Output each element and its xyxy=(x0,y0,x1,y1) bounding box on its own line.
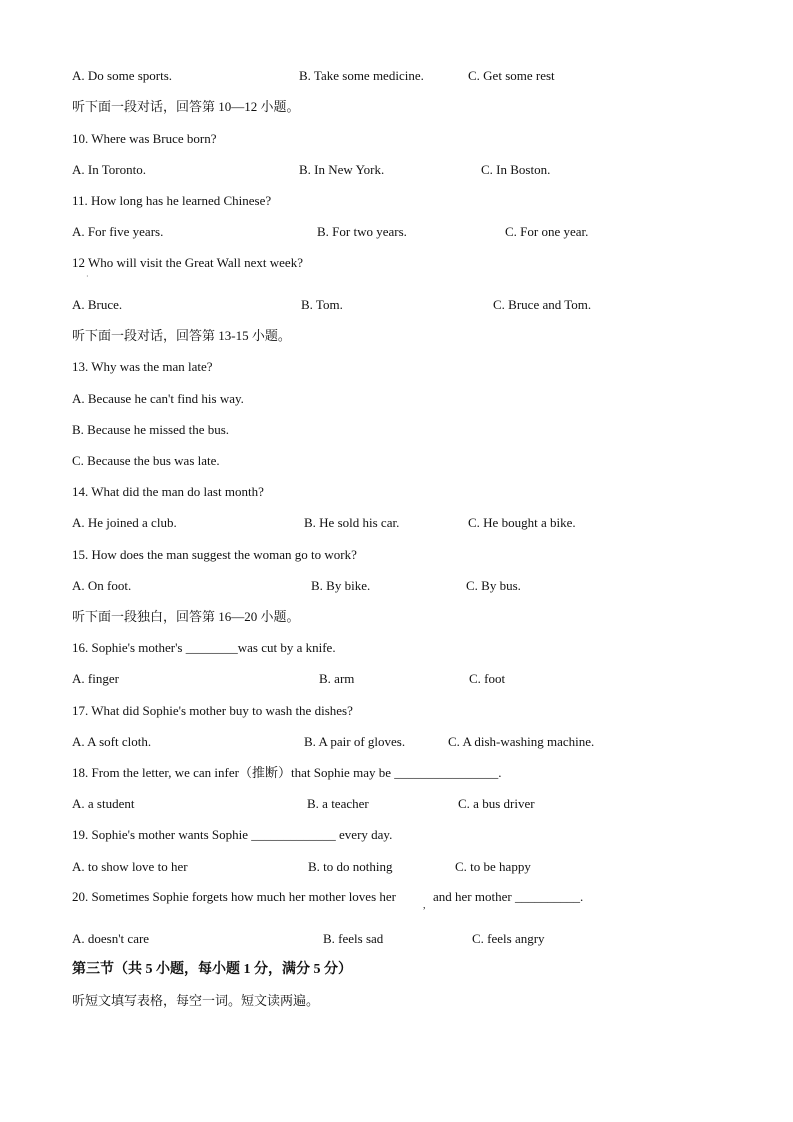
q12-option-b: B. Tom. xyxy=(301,297,343,312)
q11-option-c: C. For one year. xyxy=(505,224,589,239)
q20-option-b: B. feels sad xyxy=(323,931,384,946)
q9-option-a: A. Do some sports. xyxy=(72,68,173,83)
q11-option-b: B. For two years. xyxy=(317,224,407,239)
q18-option-a: A. a student xyxy=(72,796,135,811)
q11-option-a: A. For five years. xyxy=(72,224,164,239)
q14-option-c: C. He bought a bike. xyxy=(468,515,576,530)
section-3-instructions: 听短文填写表格，每空一词。短文读两遍。 xyxy=(72,993,320,1008)
question-20-part1: 20. Sometimes Sophie forgets how much her mother loves her xyxy=(72,889,396,904)
q17-option-a: A. A soft cloth. xyxy=(72,734,152,749)
question-19: 19. Sophie's mother wants Sophie _____________ every day. xyxy=(72,827,393,842)
q9-option-b: B. Take some medicine. xyxy=(299,68,424,83)
q9-option-c: C. Get some rest xyxy=(468,68,555,83)
q14-option-b: B. He sold his car. xyxy=(304,515,400,530)
q10-option-a: A. In Toronto. xyxy=(72,162,146,177)
q18-option-b: B. a teacher xyxy=(307,796,369,811)
q13-option-b: B. Because he missed the bus. xyxy=(72,422,230,437)
q15-option-c: C. By bus. xyxy=(466,578,521,593)
q13-option-a: A. Because he can't find his way. xyxy=(72,391,244,406)
question-13: 13. Why was the man late? xyxy=(72,359,213,374)
q13-option-c: C. Because the bus was late. xyxy=(72,453,220,468)
q18-option-c: C. a bus driver xyxy=(458,796,535,811)
section-3-title: 第三节（共 5 小题，每小题 1 分，满分 5 分） xyxy=(72,962,352,977)
q19-option-b: B. to do nothing xyxy=(308,859,393,874)
q14-option-a: A. He joined a club. xyxy=(72,515,177,530)
q20-option-a: A. doesn't care xyxy=(72,931,150,946)
q20-option-c: C. feels angry xyxy=(472,931,545,946)
intro-10-12: 听下面一段对话，回答第 10—12 小题。 xyxy=(72,99,300,114)
q19-option-c: C. to be happy xyxy=(455,859,531,874)
stray-mark: · xyxy=(86,272,89,281)
question-17: 17. What did Sophie's mother buy to wash the dishes? xyxy=(72,703,353,718)
question-12: 12 Who will visit the Great Wall next week? xyxy=(72,255,303,270)
q12-option-c: C. Bruce and Tom. xyxy=(493,297,592,312)
q16-option-a: A. finger xyxy=(72,671,119,686)
question-10: 10. Where was Bruce born? xyxy=(72,131,217,146)
q17-option-c: C. A dish-washing machine. xyxy=(448,734,595,749)
q15-option-b: B. By bike. xyxy=(311,578,371,593)
question-11: 11. How long has he learned Chinese? xyxy=(72,193,272,208)
q17-option-b: B. A pair of gloves. xyxy=(304,734,406,749)
question-18: 18. From the letter, we can infer（推断）that Sophie may be ________________. xyxy=(72,765,502,780)
q16-option-c: C. foot xyxy=(469,671,506,686)
question-16: 16. Sophie's mother's ________was cut by a knife. xyxy=(72,640,336,655)
question-20-comma: , xyxy=(423,900,426,911)
question-15: 15. How does the man suggest the woman go to work? xyxy=(72,547,357,562)
intro-13-15: 听下面一段对话，回答第 13-15 小题。 xyxy=(72,328,291,343)
q19-option-a: A. to show love to her xyxy=(72,859,188,874)
q10-option-c: C. In Boston. xyxy=(481,162,551,177)
question-14: 14. What did the man do last month? xyxy=(72,484,264,499)
q10-option-b: B. In New York. xyxy=(299,162,385,177)
intro-16-20: 听下面一段独白，回答第 16—20 小题。 xyxy=(72,609,300,624)
q16-option-b: B. arm xyxy=(319,671,355,686)
q12-option-a: A. Bruce. xyxy=(72,297,123,312)
q15-option-a: A. On foot. xyxy=(72,578,132,593)
question-20-part2: and her mother __________. xyxy=(433,889,584,904)
